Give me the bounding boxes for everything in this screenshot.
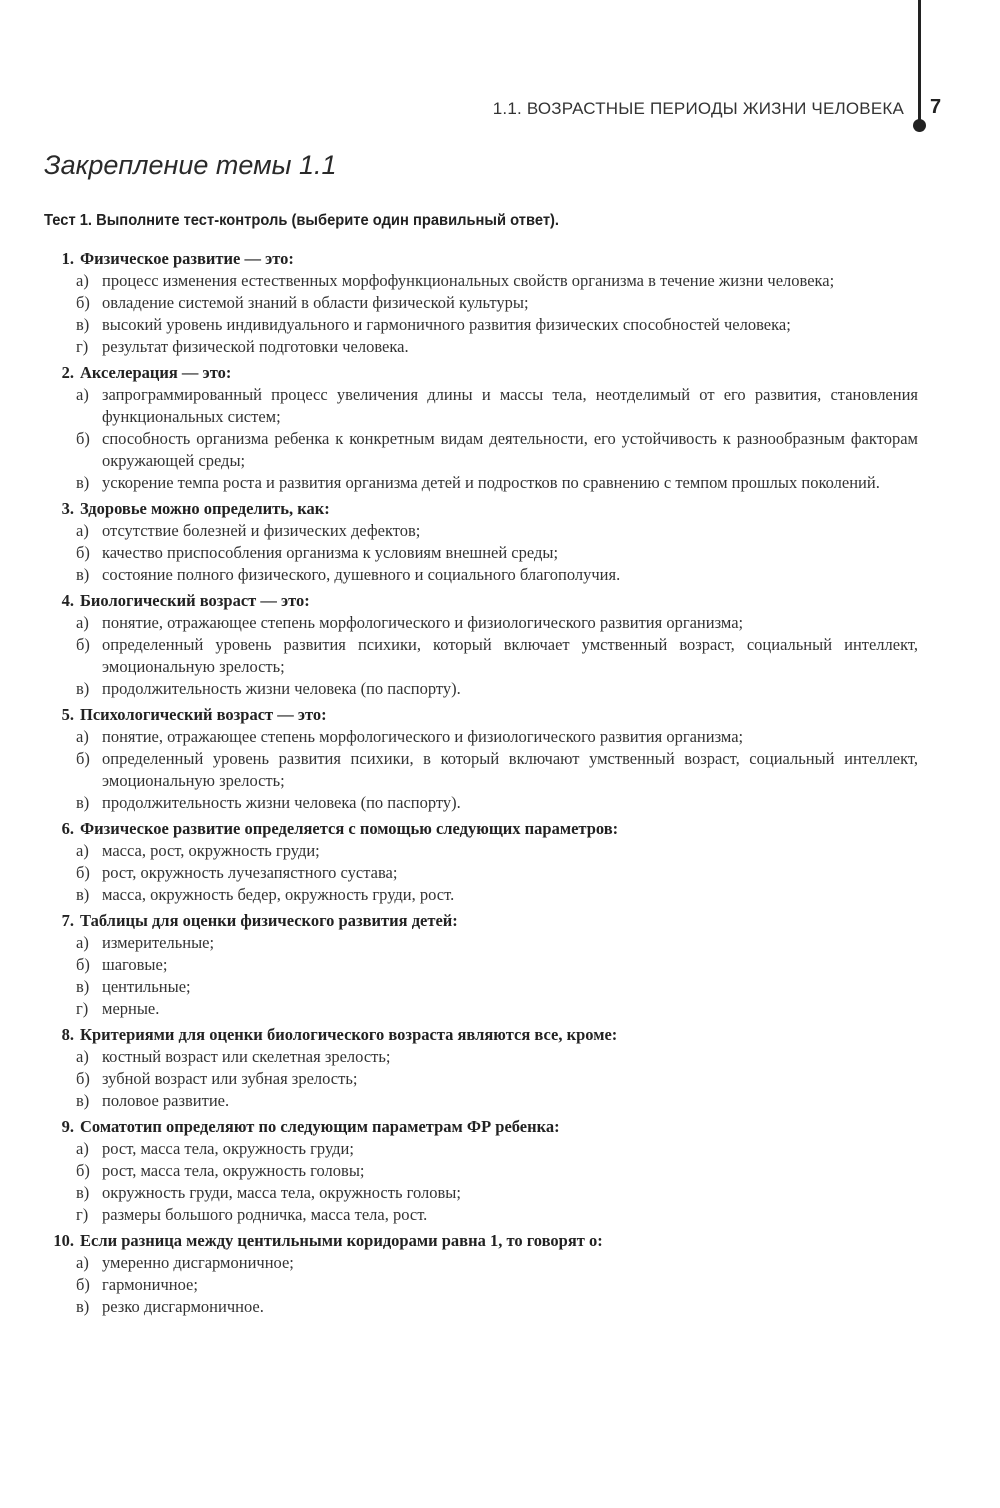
question-text: Если разница между центильными коридорами равна 1, то говорят о: xyxy=(80,1231,603,1250)
question-title xyxy=(44,590,918,612)
option-text: рост, масса тела, окружность головы; xyxy=(102,1161,365,1180)
option-letter: в) xyxy=(76,679,90,698)
option-text: шаговые; xyxy=(102,955,168,974)
question-title xyxy=(44,498,918,520)
question-number: 10. xyxy=(53,1231,74,1250)
question-title xyxy=(44,1116,918,1138)
option-letter: а) xyxy=(76,271,89,290)
header-rule-dot xyxy=(913,119,926,132)
question-title xyxy=(44,362,918,384)
option-text: определенный уровень развития психики, в который включают умственный возраст, социальный интеллект, эмоциональную зрелость; xyxy=(102,749,918,790)
option-letter: г) xyxy=(76,337,89,356)
option-text: процесс изменения естественных морфофункциональных свойств организма в течение жизни человека; xyxy=(102,271,835,290)
option-letter: в) xyxy=(76,793,90,812)
option-letter: в) xyxy=(76,977,90,996)
question-8 xyxy=(44,1024,918,1112)
question-title xyxy=(44,248,918,270)
option-letter: б) xyxy=(76,749,90,768)
answer-option xyxy=(44,1274,918,1296)
answer-option xyxy=(44,472,918,494)
option-letter: в) xyxy=(76,473,90,492)
option-text: отсутствие болезней и физических дефектов; xyxy=(102,521,421,540)
answer-option xyxy=(44,564,918,586)
question-title xyxy=(44,704,918,726)
option-letter: в) xyxy=(76,885,90,904)
question-text: Соматотип определяют по следующим параметрам ФР ребенка: xyxy=(80,1117,560,1136)
question-title xyxy=(44,1024,918,1046)
answer-option xyxy=(44,270,918,292)
option-text: ускорение темпа роста и развития организма детей и подростков по сравнению с темпом прошлых поколений. xyxy=(102,473,880,492)
answer-option xyxy=(44,792,918,814)
option-text: рост, окружность лучезапястного сустава; xyxy=(102,863,398,882)
answer-option xyxy=(44,932,918,954)
answer-option xyxy=(44,1252,918,1274)
question-text: Таблицы для оценки физического развития детей: xyxy=(80,911,458,930)
question-number: 9. xyxy=(61,1117,74,1136)
option-text: костный возраст или скелетная зрелость; xyxy=(102,1047,391,1066)
question-text: Акселерация — это: xyxy=(80,363,232,382)
answer-option xyxy=(44,678,918,700)
option-text: умеренно дисгармоничное; xyxy=(102,1253,294,1272)
option-text: продолжительность жизни человека (по паспорту). xyxy=(102,679,461,698)
option-text: масса, рост, окружность груди; xyxy=(102,841,320,860)
running-head: 1.1. ВОЗРАСТНЫЕ ПЕРИОДЫ ЖИЗНИ ЧЕЛОВЕКА xyxy=(492,99,904,118)
option-letter: б) xyxy=(76,863,90,882)
question-list xyxy=(44,248,918,1322)
question-text: Здоровье можно определить, как: xyxy=(80,499,330,518)
question-text: Физическое развитие определяется с помощью следующих параметров: xyxy=(80,819,619,838)
question-number: 7. xyxy=(61,911,74,930)
answer-option xyxy=(44,520,918,542)
answer-option xyxy=(44,884,918,906)
option-text: запрограммированный процесс увеличения длины и массы тела, неотделимый от его развития, становления функциональных систем; xyxy=(102,385,918,426)
option-text: рост, масса тела, окружность груди; xyxy=(102,1139,354,1158)
option-text: овладение системой знаний в области физической культуры; xyxy=(102,293,529,312)
option-text: центильные; xyxy=(102,977,191,996)
option-letter: а) xyxy=(76,933,89,952)
answer-option xyxy=(44,542,918,564)
header-vertical-rule xyxy=(918,0,921,128)
option-text: зубной возраст или зубная зрелость; xyxy=(102,1069,358,1088)
answer-option xyxy=(44,998,918,1020)
option-text: продолжительность жизни человека (по паспорту). xyxy=(102,793,461,812)
question-number: 4. xyxy=(61,591,74,610)
question-6 xyxy=(44,818,918,906)
option-letter: б) xyxy=(76,1161,90,1180)
answer-option xyxy=(44,1138,918,1160)
question-5 xyxy=(44,704,918,814)
option-letter: а) xyxy=(76,841,89,860)
option-text: определенный уровень развития психики, который включает умственный возраст, социальный интеллект, эмоциональную зрелость; xyxy=(102,635,918,676)
answer-option xyxy=(44,428,918,472)
answer-option xyxy=(44,314,918,336)
option-text: понятие, отражающее степень морфологического и физиологического развития организма; xyxy=(102,613,744,632)
option-text: масса, окружность бедер, окружность груди, рост. xyxy=(102,885,455,904)
question-1 xyxy=(44,248,918,358)
option-letter: в) xyxy=(76,1183,90,1202)
answer-option xyxy=(44,862,918,884)
question-7 xyxy=(44,910,918,1020)
answer-option xyxy=(44,1182,918,1204)
option-text: мерные. xyxy=(102,999,160,1018)
answer-option xyxy=(44,292,918,314)
option-letter: б) xyxy=(76,955,90,974)
option-letter: а) xyxy=(76,1047,89,1066)
question-title xyxy=(44,818,918,840)
test-heading: Тест 1. Выполните тест-контроль (выберите один правильный ответ). xyxy=(44,212,560,229)
option-letter: г) xyxy=(76,1205,89,1224)
question-text: Психологический возраст — это: xyxy=(80,705,327,724)
option-letter: б) xyxy=(76,293,90,312)
question-number: 5. xyxy=(61,705,74,724)
answer-option xyxy=(44,840,918,862)
question-9 xyxy=(44,1116,918,1226)
option-letter: б) xyxy=(76,1069,90,1088)
option-text: качество приспособления организма к условиям внешней среды; xyxy=(102,543,559,562)
option-letter: а) xyxy=(76,613,89,632)
question-text: Физическое развитие — это: xyxy=(80,249,294,268)
option-text: измерительные; xyxy=(102,933,215,952)
answer-option xyxy=(44,1046,918,1068)
question-3 xyxy=(44,498,918,586)
option-text: половое развитие. xyxy=(102,1091,230,1110)
question-number: 8. xyxy=(61,1025,74,1044)
option-letter: б) xyxy=(76,1275,90,1294)
answer-option xyxy=(44,954,918,976)
option-text: результат физической подготовки человека. xyxy=(102,337,409,356)
question-4 xyxy=(44,590,918,700)
question-10 xyxy=(44,1230,918,1318)
question-number: 6. xyxy=(61,819,74,838)
option-text: высокий уровень индивидуального и гармоничного развития физических способностей человека; xyxy=(102,315,791,334)
option-letter: в) xyxy=(76,315,90,334)
option-text: резко дисгармоничное. xyxy=(102,1297,264,1316)
option-letter: а) xyxy=(76,385,89,404)
option-letter: а) xyxy=(76,1253,89,1272)
answer-option xyxy=(44,1296,918,1318)
question-number: 1. xyxy=(61,249,74,268)
option-text: окружность груди, масса тела, окружность головы; xyxy=(102,1183,461,1202)
option-text: понятие, отражающее степень морфологического и физиологического развития организма; xyxy=(102,727,744,746)
option-letter: г) xyxy=(76,999,89,1018)
option-letter: б) xyxy=(76,429,90,448)
question-2 xyxy=(44,362,918,494)
option-letter: а) xyxy=(76,521,89,540)
option-letter: б) xyxy=(76,543,90,562)
question-title xyxy=(44,1230,918,1252)
answer-option xyxy=(44,1204,918,1226)
page-number: 7 xyxy=(930,96,942,118)
answer-option xyxy=(44,1160,918,1182)
question-text: Биологический возраст — это: xyxy=(80,591,310,610)
answer-option xyxy=(44,726,918,748)
question-text: Критериями для оценки биологического возраста являются все, кроме: xyxy=(80,1025,618,1044)
option-letter: а) xyxy=(76,727,89,746)
answer-option xyxy=(44,384,918,428)
answer-option xyxy=(44,976,918,998)
answer-option xyxy=(44,612,918,634)
option-text: размеры большого родничка, масса тела, рост. xyxy=(102,1205,428,1224)
section-title: Закрепление темы 1.1 xyxy=(44,150,337,180)
option-letter: в) xyxy=(76,565,90,584)
option-letter: а) xyxy=(76,1139,89,1158)
option-text: способность организма ребенка к конкретным видам деятельности, его устойчивость к разнообразным факторам окружающей среды; xyxy=(102,429,918,470)
answer-option xyxy=(44,1090,918,1112)
answer-option xyxy=(44,1068,918,1090)
option-text: состояние полного физического, душевного и социального благополучия. xyxy=(102,565,621,584)
question-title xyxy=(44,910,918,932)
option-letter: в) xyxy=(76,1297,90,1316)
option-letter: б) xyxy=(76,635,90,654)
option-text: гармоничное; xyxy=(102,1275,198,1294)
question-number: 3. xyxy=(61,499,74,518)
answer-option xyxy=(44,336,918,358)
option-letter: в) xyxy=(76,1091,90,1110)
answer-option xyxy=(44,634,918,678)
answer-option xyxy=(44,748,918,792)
question-number: 2. xyxy=(61,363,74,382)
